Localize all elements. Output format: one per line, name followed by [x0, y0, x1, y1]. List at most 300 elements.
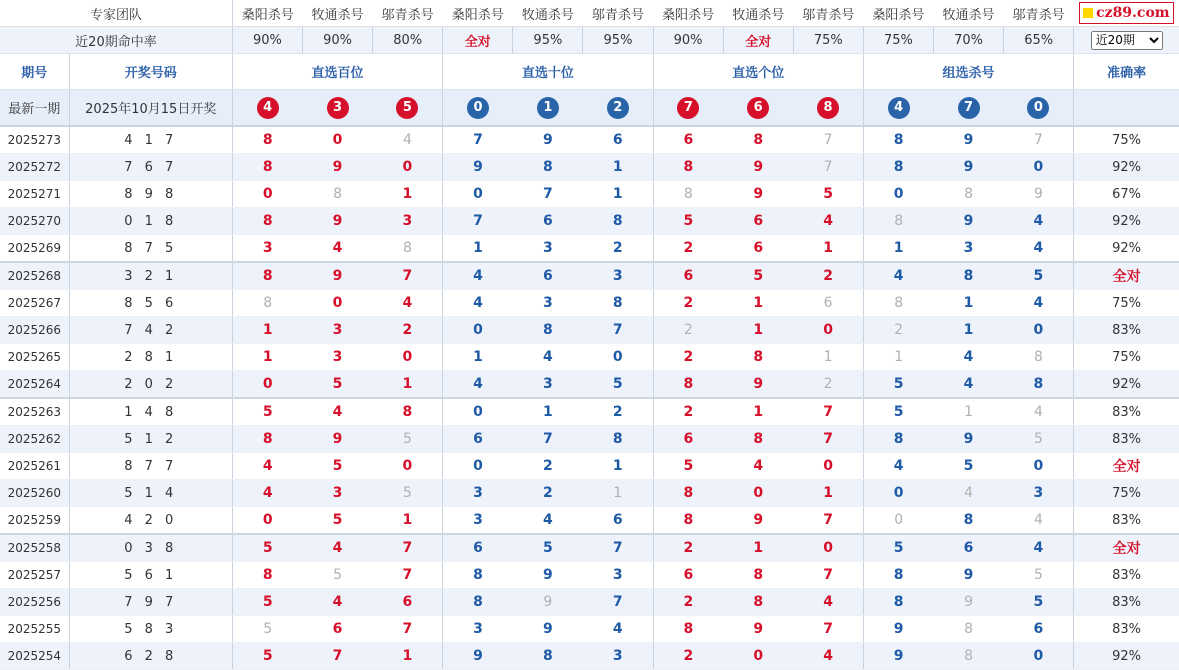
col-group: 组选杀号 [863, 54, 1073, 90]
kill-number: 0 [443, 453, 513, 480]
kill-number: 2 [653, 643, 723, 670]
kill-number: 1 [583, 453, 653, 480]
accuracy-value: 全对 [1074, 453, 1179, 480]
kill-number: 8 [653, 616, 723, 643]
kill-number: 4 [933, 371, 1003, 399]
kill-number: 6 [653, 262, 723, 290]
kill-number: 5 [232, 643, 302, 670]
kill-number: 8 [723, 344, 793, 371]
draw-numbers: 1 4 8 [69, 398, 232, 426]
hit-rate: 全对 [443, 27, 513, 54]
kill-number: 6 [793, 290, 863, 317]
kill-number: 0 [1004, 643, 1074, 670]
kill-number: 2 [863, 317, 933, 344]
kill-number: 8 [583, 290, 653, 317]
kill-number: 8 [443, 562, 513, 589]
number-ball: 4 [888, 97, 910, 119]
accuracy-value: 83% [1074, 426, 1179, 453]
table-row [0, 262, 1179, 290]
kill-number: 6 [443, 534, 513, 562]
period-select[interactable] [1091, 31, 1163, 50]
hit-rate: 90% [303, 27, 373, 54]
kill-number: 1 [723, 290, 793, 317]
kill-number: 4 [1004, 235, 1074, 263]
kill-number: 8 [583, 208, 653, 235]
kill-number: 5 [1004, 262, 1074, 290]
kill-number: 1 [513, 398, 583, 426]
table-row [0, 317, 1179, 344]
kill-number: 8 [863, 426, 933, 453]
latest-accuracy-cell [1074, 90, 1179, 127]
kill-number: 8 [232, 126, 302, 154]
col-hundreds: 直选百位 [232, 54, 442, 90]
kill-number: 9 [723, 616, 793, 643]
col-units: 直选个位 [653, 54, 863, 90]
kill-number: 5 [513, 534, 583, 562]
kill-number: 8 [443, 589, 513, 616]
draw-numbers: 2 8 1 [69, 344, 232, 371]
kill-number: 7 [1004, 126, 1074, 154]
kill-number: 3 [933, 235, 1003, 263]
kill-number: 5 [653, 208, 723, 235]
kill-number: 0 [583, 344, 653, 371]
kill-number: 8 [232, 154, 302, 181]
draw-numbers: 7 9 7 [69, 589, 232, 616]
draw-numbers: 4 1 7 [69, 126, 232, 154]
number-ball: 1 [537, 97, 559, 119]
kill-number: 3 [513, 371, 583, 399]
kill-number: 6 [373, 589, 443, 616]
issue-number: 2025268 [0, 262, 69, 290]
kill-number: 8 [1004, 344, 1074, 371]
kill-number: 8 [232, 262, 302, 290]
accuracy-value: 75% [1074, 480, 1179, 507]
kill-number: 0 [232, 371, 302, 399]
accuracy-value: 83% [1074, 589, 1179, 616]
kill-number: 8 [933, 507, 1003, 535]
kill-number: 5 [232, 398, 302, 426]
kill-number: 4 [793, 208, 863, 235]
kill-number: 0 [232, 507, 302, 535]
kill-number: 7 [793, 507, 863, 535]
hit-rate: 70% [933, 27, 1003, 54]
kill-number: 5 [303, 562, 373, 589]
expert-name: 桑阳杀号 [443, 0, 513, 27]
kill-number: 5 [583, 371, 653, 399]
kill-number: 3 [583, 643, 653, 670]
draw-numbers: 2 0 2 [69, 371, 232, 399]
issue-number: 2025266 [0, 317, 69, 344]
kill-number: 0 [793, 317, 863, 344]
kill-number: 9 [303, 262, 373, 290]
accuracy-value: 92% [1074, 371, 1179, 399]
issue-number: 2025258 [0, 534, 69, 562]
period-select-cell [1074, 27, 1179, 54]
hit-rate-row [0, 27, 1179, 54]
number-ball: 7 [677, 97, 699, 119]
kill-number: 8 [653, 371, 723, 399]
kill-number: 9 [303, 208, 373, 235]
kill-number: 0 [1004, 154, 1074, 181]
kill-number: 7 [373, 262, 443, 290]
kill-number: 0 [232, 181, 302, 208]
kill-number: 1 [373, 371, 443, 399]
number-ball: 3 [327, 97, 349, 119]
logo-badge[interactable] [1079, 2, 1174, 24]
kill-number: 5 [373, 426, 443, 453]
accuracy-value: 全对 [1074, 262, 1179, 290]
kill-number: 2 [653, 344, 723, 371]
expert-name: 牧通杀号 [303, 0, 373, 27]
kill-number: 8 [863, 562, 933, 589]
table-row [0, 507, 1179, 535]
kill-number: 9 [933, 562, 1003, 589]
draw-numbers: 5 8 3 [69, 616, 232, 643]
kill-number: 2 [653, 398, 723, 426]
expert-name: 牧通杀号 [723, 0, 793, 27]
table-row [0, 371, 1179, 399]
kill-number: 5 [232, 589, 302, 616]
hit-rate: 95% [583, 27, 653, 54]
table-row [0, 208, 1179, 235]
number-ball: 0 [1027, 97, 1049, 119]
kill-number: 0 [443, 398, 513, 426]
kill-number: 3 [443, 480, 513, 507]
kill-number: 5 [863, 371, 933, 399]
kill-number: 4 [863, 453, 933, 480]
kill-number: 5 [1004, 589, 1074, 616]
kill-number: 1 [232, 344, 302, 371]
kill-number: 0 [1004, 317, 1074, 344]
table-row [0, 426, 1179, 453]
table-row [0, 235, 1179, 263]
draw-numbers: 7 6 7 [69, 154, 232, 181]
kill-number: 8 [1004, 371, 1074, 399]
kill-number: 9 [1004, 181, 1074, 208]
issue-number: 2025255 [0, 616, 69, 643]
kill-number: 8 [583, 426, 653, 453]
kill-number: 0 [723, 643, 793, 670]
draw-numbers: 7 4 2 [69, 317, 232, 344]
kill-number: 1 [793, 480, 863, 507]
kill-number: 4 [583, 616, 653, 643]
accuracy-value: 92% [1074, 154, 1179, 181]
kill-number: 8 [232, 208, 302, 235]
table-row [0, 398, 1179, 426]
kill-number: 4 [1004, 534, 1074, 562]
kill-number: 2 [653, 290, 723, 317]
expert-name: 桑阳杀号 [653, 0, 723, 27]
expert-name: 桑阳杀号 [232, 0, 302, 27]
kill-number: 1 [933, 317, 1003, 344]
kill-number: 7 [793, 154, 863, 181]
number-ball: 8 [817, 97, 839, 119]
table-row [0, 562, 1179, 589]
logo-text: cz89.com [1096, 5, 1170, 21]
kill-number: 4 [723, 453, 793, 480]
kill-number: 0 [373, 344, 443, 371]
kill-number: 4 [303, 398, 373, 426]
kill-number: 2 [653, 317, 723, 344]
kill-number: 5 [232, 534, 302, 562]
latest-ball-cell [1004, 90, 1074, 127]
kill-number: 8 [373, 235, 443, 263]
latest-ball-cell [653, 90, 723, 127]
kill-number: 0 [793, 534, 863, 562]
kill-number: 1 [583, 181, 653, 208]
latest-ball-cell [933, 90, 1003, 127]
latest-ball-cell [373, 90, 443, 127]
kill-number: 9 [723, 507, 793, 535]
issue-number: 2025263 [0, 398, 69, 426]
kill-number: 6 [653, 426, 723, 453]
kill-number: 8 [513, 643, 583, 670]
kill-number: 6 [1004, 616, 1074, 643]
kill-number: 4 [303, 534, 373, 562]
logo-square-icon [1083, 8, 1093, 18]
kill-number: 9 [513, 562, 583, 589]
issue-number: 2025271 [0, 181, 69, 208]
latest-ball-cell [232, 90, 302, 127]
accuracy-value: 92% [1074, 643, 1179, 670]
kill-number: 5 [1004, 426, 1074, 453]
kill-number: 4 [513, 507, 583, 535]
accuracy-value: 83% [1074, 507, 1179, 535]
kill-number: 9 [723, 371, 793, 399]
latest-ball-cell [793, 90, 863, 127]
table-row [0, 290, 1179, 317]
expert-name: 牧通杀号 [933, 0, 1003, 27]
kill-number: 4 [373, 290, 443, 317]
kill-number: 9 [723, 181, 793, 208]
kill-number: 3 [443, 616, 513, 643]
team-label: 专家团队 [0, 0, 232, 27]
latest-ball-cell [723, 90, 793, 127]
draw-numbers: 0 1 8 [69, 208, 232, 235]
kill-number: 6 [443, 426, 513, 453]
kill-number: 9 [513, 126, 583, 154]
issue-number: 2025270 [0, 208, 69, 235]
kill-number: 4 [793, 589, 863, 616]
kill-number: 0 [373, 453, 443, 480]
kill-number: 8 [653, 507, 723, 535]
draw-numbers: 3 2 1 [69, 262, 232, 290]
kill-number: 3 [513, 235, 583, 263]
kill-number: 1 [232, 317, 302, 344]
latest-date: 2025年10月15日开奖 [69, 90, 232, 127]
kill-number: 4 [373, 126, 443, 154]
table-row [0, 126, 1179, 154]
kill-number: 0 [303, 290, 373, 317]
kill-number: 5 [373, 480, 443, 507]
issue-number: 2025260 [0, 480, 69, 507]
kill-number: 7 [373, 534, 443, 562]
kill-number: 6 [583, 126, 653, 154]
kill-number: 8 [863, 589, 933, 616]
draw-numbers: 8 9 8 [69, 181, 232, 208]
draw-numbers: 5 6 1 [69, 562, 232, 589]
draw-numbers: 0 3 8 [69, 534, 232, 562]
draw-numbers: 8 5 6 [69, 290, 232, 317]
kill-number: 3 [583, 562, 653, 589]
expert-name: 牧通杀号 [513, 0, 583, 27]
table-row [0, 643, 1179, 670]
kill-number: 2 [583, 235, 653, 263]
table-row [0, 344, 1179, 371]
kill-number: 9 [723, 154, 793, 181]
kill-number: 7 [583, 317, 653, 344]
kill-number: 4 [443, 290, 513, 317]
latest-ball-cell [583, 90, 653, 127]
kill-number: 2 [373, 317, 443, 344]
accuracy-value: 83% [1074, 317, 1179, 344]
hit-rate: 65% [1004, 27, 1074, 54]
expert-name: 邬青杀号 [1004, 0, 1074, 27]
kill-number: 8 [933, 616, 1003, 643]
kill-number: 8 [723, 589, 793, 616]
draw-numbers: 5 1 4 [69, 480, 232, 507]
kill-number: 4 [1004, 290, 1074, 317]
kill-number: 7 [303, 643, 373, 670]
kill-number: 7 [793, 616, 863, 643]
kill-number: 6 [303, 616, 373, 643]
kill-number: 7 [793, 426, 863, 453]
kill-number: 9 [303, 426, 373, 453]
table-row [0, 181, 1179, 208]
kill-number: 4 [232, 453, 302, 480]
kill-number: 4 [443, 262, 513, 290]
kill-number: 1 [723, 317, 793, 344]
kill-number: 8 [933, 262, 1003, 290]
hit-rate: 75% [793, 27, 863, 54]
kill-number: 5 [303, 371, 373, 399]
hit-rate: 全对 [723, 27, 793, 54]
col-draw: 开奖号码 [69, 54, 232, 90]
kill-number: 8 [933, 181, 1003, 208]
kill-number: 2 [583, 398, 653, 426]
kill-number: 8 [863, 126, 933, 154]
kill-number: 7 [373, 616, 443, 643]
kill-number: 8 [232, 290, 302, 317]
kill-number: 6 [583, 507, 653, 535]
draw-numbers: 4 2 0 [69, 507, 232, 535]
issue-number: 2025265 [0, 344, 69, 371]
accuracy-value: 67% [1074, 181, 1179, 208]
kill-number: 1 [583, 154, 653, 181]
kill-number: 3 [303, 480, 373, 507]
kill-number: 8 [863, 208, 933, 235]
kill-number: 9 [513, 616, 583, 643]
kill-number: 6 [653, 126, 723, 154]
kill-number: 3 [1004, 480, 1074, 507]
accuracy-value: 全对 [1074, 534, 1179, 562]
kill-number: 7 [793, 398, 863, 426]
kill-number: 2 [653, 534, 723, 562]
kill-number: 9 [513, 589, 583, 616]
accuracy-value: 75% [1074, 344, 1179, 371]
kill-number: 8 [653, 154, 723, 181]
issue-number: 2025264 [0, 371, 69, 399]
kill-number: 5 [863, 398, 933, 426]
kill-number: 4 [513, 344, 583, 371]
kill-number: 3 [303, 317, 373, 344]
accuracy-value: 92% [1074, 208, 1179, 235]
kill-number: 5 [303, 453, 373, 480]
expert-team-row [0, 0, 1179, 27]
kill-number: 4 [1004, 208, 1074, 235]
expert-name: 桑阳杀号 [863, 0, 933, 27]
kill-number: 7 [443, 126, 513, 154]
accuracy-value: 83% [1074, 398, 1179, 426]
kill-number: 2 [653, 589, 723, 616]
kill-number: 8 [653, 181, 723, 208]
kill-number: 9 [443, 154, 513, 181]
kill-number: 8 [723, 562, 793, 589]
kill-number: 5 [1004, 562, 1074, 589]
kill-number: 1 [933, 398, 1003, 426]
kill-number: 8 [723, 126, 793, 154]
kill-number: 3 [583, 262, 653, 290]
kill-number: 4 [443, 371, 513, 399]
kill-number: 2 [793, 262, 863, 290]
kill-number: 4 [303, 589, 373, 616]
kill-number: 1 [863, 344, 933, 371]
accuracy-value: 92% [1074, 235, 1179, 263]
number-ball: 5 [396, 97, 418, 119]
kill-number: 8 [933, 643, 1003, 670]
kill-number: 0 [303, 126, 373, 154]
latest-label: 最新一期 [0, 90, 69, 127]
kill-number: 5 [723, 262, 793, 290]
kill-number: 1 [863, 235, 933, 263]
kill-number: 6 [513, 208, 583, 235]
kill-number: 5 [793, 181, 863, 208]
kill-number: 1 [723, 534, 793, 562]
kill-number: 9 [933, 426, 1003, 453]
kill-number: 2 [513, 480, 583, 507]
kill-number: 8 [863, 154, 933, 181]
issue-number: 2025273 [0, 126, 69, 154]
kill-number: 6 [653, 562, 723, 589]
kill-number: 8 [373, 398, 443, 426]
kill-number: 6 [513, 262, 583, 290]
kill-number: 9 [933, 208, 1003, 235]
hit-rate: 80% [373, 27, 443, 54]
kill-number: 9 [933, 589, 1003, 616]
issue-number: 2025261 [0, 453, 69, 480]
kill-number: 3 [232, 235, 302, 263]
site-logo[interactable] [1074, 0, 1179, 27]
latest-row [0, 90, 1179, 127]
kill-number: 8 [513, 317, 583, 344]
kill-number: 7 [793, 126, 863, 154]
expert-name: 邬青杀号 [793, 0, 863, 27]
kill-number: 7 [443, 208, 513, 235]
kill-number: 3 [443, 507, 513, 535]
table-row [0, 154, 1179, 181]
rate-label: 近20期命中率 [0, 27, 232, 54]
kill-number: 1 [443, 344, 513, 371]
kill-number: 0 [443, 181, 513, 208]
table-row [0, 589, 1179, 616]
table-row [0, 616, 1179, 643]
kill-number: 4 [303, 235, 373, 263]
kill-number: 7 [513, 426, 583, 453]
kill-number: 7 [583, 534, 653, 562]
kill-number: 1 [723, 398, 793, 426]
kill-number: 3 [513, 290, 583, 317]
hit-rate: 75% [863, 27, 933, 54]
